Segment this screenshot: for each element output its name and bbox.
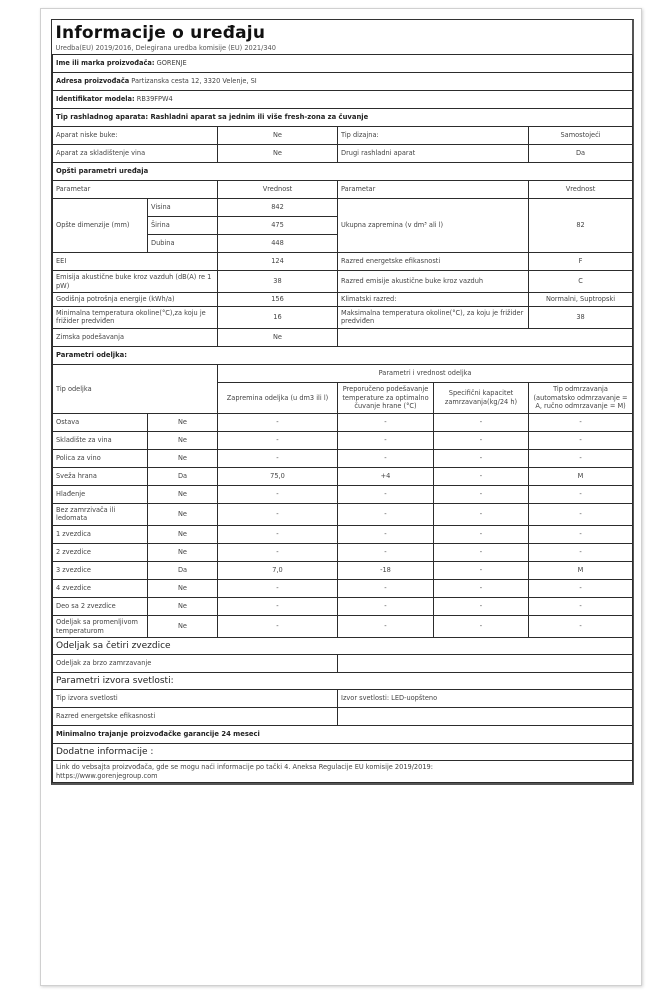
four-star-section-title: Odeljak sa četiri zvezdice: [53, 638, 633, 655]
compartment-capacity: -: [434, 597, 529, 615]
regulation-text: Uredba(EU) 2019/2016, Delegirana uredba komisije (EU) 2021/340: [55, 44, 276, 52]
model-identifier-row: [53, 91, 633, 109]
col-capacity: Specifični kapacitet zamrzavanja(kg/24 h): [434, 382, 529, 413]
type-label-2: Drugi rashladni aparat: [338, 145, 529, 163]
col-defrost: Tip odmrzavanja (automatsko odmrzavanje = A, ručno odmrzavanje = M): [529, 382, 633, 413]
winter-label: Zimska podešavanja: [53, 328, 218, 346]
compartment-row: [53, 579, 633, 597]
additional-info: [53, 761, 633, 783]
compartment-temp: -: [338, 597, 434, 615]
compartment-capacity: -: [434, 413, 529, 431]
light-class-value: [338, 708, 633, 726]
compartment-temp: -: [338, 413, 434, 431]
param-label: EEI: [53, 253, 218, 271]
compartment-volume: -: [218, 579, 338, 597]
compartment-name: Ostava: [53, 413, 148, 431]
manufacturer-website-link[interactable]: https://www.gorenjegroup.com: [56, 771, 158, 780]
compartment-name: 4 zvezdice: [53, 579, 148, 597]
dimensions-label: Opšte dimenzije (mm): [53, 199, 148, 253]
light-class-label: Razred energetske efikasnosti: [53, 708, 338, 726]
compartment-defrost: -: [529, 503, 633, 525]
compartment-row: [53, 615, 633, 637]
additional-section-title: Dodatne informacije :: [53, 744, 633, 761]
empty-cell: [338, 328, 633, 346]
compartment-defrost: -: [529, 413, 633, 431]
compartment-row: [53, 449, 633, 467]
compartment-defrost: -: [529, 543, 633, 561]
light-type-label: Tip izvora svetlosti: [53, 690, 338, 708]
appliance-type: Tip rashladnog aparata: Rashladni aparat sa jednim ili više fresh-zona za čuvanje: [53, 109, 633, 127]
compartment-defrost: -: [529, 449, 633, 467]
compartment-rows: [53, 413, 633, 637]
col-param-2: Parametar: [338, 181, 529, 199]
compartment-present: Ne: [148, 503, 218, 525]
compartment-temp: -: [338, 525, 434, 543]
type-label-2: Tip dizajna:: [338, 127, 529, 145]
compartment-capacity: -: [434, 543, 529, 561]
compartment-present: Da: [148, 467, 218, 485]
compartment-row: [53, 597, 633, 615]
winter-row: [53, 328, 633, 346]
warranty: Minimalno trajanje proizvođačke garancije 24 meseci: [53, 726, 633, 744]
compartment-temp: +4: [338, 467, 434, 485]
param-value: 38: [218, 271, 338, 293]
compartment-row: [53, 561, 633, 579]
manufacturer-address-row: [53, 73, 633, 91]
param-value: 16: [218, 306, 338, 328]
compartment-defrost: M: [529, 467, 633, 485]
compartment-present: Ne: [148, 543, 218, 561]
manufacturer-name-label: Ime ili marka proizvođača:: [56, 59, 155, 68]
compartment-capacity: -: [434, 525, 529, 543]
compartment-type-header: Tip odeljka: [53, 364, 218, 413]
compartment-name: Skladište za vina: [53, 431, 148, 449]
compartment-name: 2 zvezdice: [53, 543, 148, 561]
general-row: [53, 271, 633, 293]
type-value-2: Samostojeći: [529, 127, 633, 145]
compartment-capacity: -: [434, 449, 529, 467]
compartment-group-header-row: [53, 364, 633, 382]
param-label: Godišnja potrošnja energije (kWh/a): [53, 293, 218, 307]
param-label: Emisija akustične buke kroz vazduh (dB(A) re 1 pW): [53, 271, 218, 293]
compartment-temp: -18: [338, 561, 434, 579]
compartment-row: [53, 413, 633, 431]
compartment-present: Ne: [148, 431, 218, 449]
type-row: [53, 127, 633, 145]
compartment-temp: -: [338, 431, 434, 449]
compartment-volume: -: [218, 431, 338, 449]
header-block: [53, 20, 633, 55]
compartment-present: Ne: [148, 597, 218, 615]
compartment-name: Deo sa 2 zvezdice: [53, 597, 148, 615]
light-class-row: [53, 708, 633, 726]
compartment-present: Ne: [148, 579, 218, 597]
fast-freeze-value: [338, 655, 633, 673]
compartment-capacity: -: [434, 485, 529, 503]
compartment-volume: -: [218, 449, 338, 467]
general-row: [53, 253, 633, 271]
manufacturer-address-value: Partizanska cesta 12, 3320 Velenje, SI: [131, 77, 257, 86]
compartment-present: Ne: [148, 615, 218, 637]
compartment-temp: -: [338, 503, 434, 525]
col-value: Vrednost: [218, 181, 338, 199]
dimension-row: [53, 199, 633, 217]
compartment-defrost: -: [529, 615, 633, 637]
general-row: [53, 306, 633, 328]
compartment-volume: 75,0: [218, 467, 338, 485]
compartment-present: Ne: [148, 485, 218, 503]
light-type-row: [53, 690, 633, 708]
compartment-row: [53, 467, 633, 485]
type-value-2: Da: [529, 145, 633, 163]
compartment-row: [53, 543, 633, 561]
col-temp: Preporučeno podešavanje temperature za optimalno čuvanje hrane (°C): [338, 382, 434, 413]
manufacturer-address-label: Adresa proizvođača: [56, 77, 130, 86]
fast-freeze-row: [53, 655, 633, 673]
compartment-name: 1 zvezdica: [53, 525, 148, 543]
param-value-2: C: [529, 271, 633, 293]
compartment-defrost: -: [529, 579, 633, 597]
compartment-temp: -: [338, 449, 434, 467]
winter-value: Ne: [218, 328, 338, 346]
param-label-2: Razred emisije akustične buke kroz vazduh: [338, 271, 529, 293]
compartment-name: Sveža hrana: [53, 467, 148, 485]
compartment-row: [53, 525, 633, 543]
compartment-volume: -: [218, 485, 338, 503]
total-volume-label: Ukupna zapremina (v dm³ ali l): [338, 199, 529, 253]
compartment-row: [53, 431, 633, 449]
type-row: [53, 145, 633, 163]
compartment-volume: -: [218, 543, 338, 561]
compartment-name: Polica za vino: [53, 449, 148, 467]
compartment-name: Odeljak sa promenljivom temperaturom: [53, 615, 148, 637]
dimension-value: 475: [218, 217, 338, 235]
param-label-2: Klimatski razred:: [338, 293, 529, 307]
light-type-value: Izvor svetlosti: LED-uopšteno: [338, 690, 633, 708]
page-title: Informacije o uređaju: [55, 23, 266, 43]
param-value-2: F: [529, 253, 633, 271]
param-value: 156: [218, 293, 338, 307]
compartment-defrost: -: [529, 431, 633, 449]
compartment-volume: 7,0: [218, 561, 338, 579]
light-section-title: Parametri izvora svetlosti:: [53, 673, 633, 690]
dimension-label: Dubina: [148, 235, 218, 253]
compartment-volume: -: [218, 413, 338, 431]
col-param: Parametar: [53, 181, 218, 199]
general-header-row: [53, 181, 633, 199]
param-value-2: 38: [529, 306, 633, 328]
compartment-temp: -: [338, 543, 434, 561]
dimension-label: Visina: [148, 199, 218, 217]
compartment-row: [53, 485, 633, 503]
compartment-temp: -: [338, 579, 434, 597]
fast-freeze-label: Odeljak za brzo zamrzavanje: [53, 655, 338, 673]
compartment-temp: -: [338, 485, 434, 503]
compartment-capacity: -: [434, 561, 529, 579]
compartment-row: [53, 503, 633, 525]
compartment-capacity: -: [434, 579, 529, 597]
compartment-defrost: -: [529, 597, 633, 615]
col-value-2: Vrednost: [529, 181, 633, 199]
dimension-value: 842: [218, 199, 338, 217]
dimension-label: Širina: [148, 217, 218, 235]
dimension-value: 448: [218, 235, 338, 253]
compartment-defrost: -: [529, 485, 633, 503]
compartment-capacity: -: [434, 503, 529, 525]
compartment-defrost: M: [529, 561, 633, 579]
type-value: Ne: [218, 127, 338, 145]
manufacturer-name-value: GORENJE: [156, 59, 187, 68]
param-label-2: Razred energetske efikasnosti: [338, 253, 529, 271]
compartment-volume: -: [218, 597, 338, 615]
param-label-2: Maksimalna temperatura okoline(°C), za koju je frižider predviđen: [338, 306, 529, 328]
compartment-volume: -: [218, 615, 338, 637]
compartment-temp: -: [338, 615, 434, 637]
type-value: Ne: [218, 145, 338, 163]
type-label: Aparat za skladištenje vina: [53, 145, 218, 163]
general-row: [53, 293, 633, 307]
compartment-name: Bez zamrzivača ili ledomata: [53, 503, 148, 525]
compartment-capacity: -: [434, 467, 529, 485]
compartment-name: 3 zvezdice: [53, 561, 148, 579]
type-label: Aparat niske buke:: [53, 127, 218, 145]
col-volume: Zapremina odeljka (u dm3 ili l): [218, 382, 338, 413]
compartment-present: Ne: [148, 449, 218, 467]
additional-text: Link do vebsajta proizvođača, gde se mogu naći informacije po tački 4. Aneksa Regulacije EU komisije 2019/2019:: [56, 763, 433, 772]
param-value-2: Normalni, Suptropski: [529, 293, 633, 307]
compartment-present: Da: [148, 561, 218, 579]
info-table: [52, 20, 633, 783]
param-value: 124: [218, 253, 338, 271]
compartment-present: Ne: [148, 525, 218, 543]
model-identifier-label: Identifikator modela:: [56, 95, 135, 104]
compartment-capacity: -: [434, 431, 529, 449]
compartment-capacity: -: [434, 615, 529, 637]
compartment-volume: -: [218, 525, 338, 543]
compartments-section-title: Parametri odeljka:: [53, 346, 633, 364]
general-section-title: Opšti parametri uređaja: [53, 163, 633, 181]
compartment-group-header: Parametri i vrednost odeljka: [218, 364, 633, 382]
product-information-sheet: [51, 19, 634, 785]
param-label: Minimalna temperatura okoline(°C),za koju je frižider predviđen: [53, 306, 218, 328]
manufacturer-name-row: [53, 55, 633, 73]
compartment-name: Hlađenje: [53, 485, 148, 503]
compartment-defrost: -: [529, 525, 633, 543]
model-identifier-value: RB39FPW4: [136, 95, 173, 104]
compartment-volume: -: [218, 503, 338, 525]
compartment-present: Ne: [148, 413, 218, 431]
total-volume-value: 82: [529, 199, 633, 253]
